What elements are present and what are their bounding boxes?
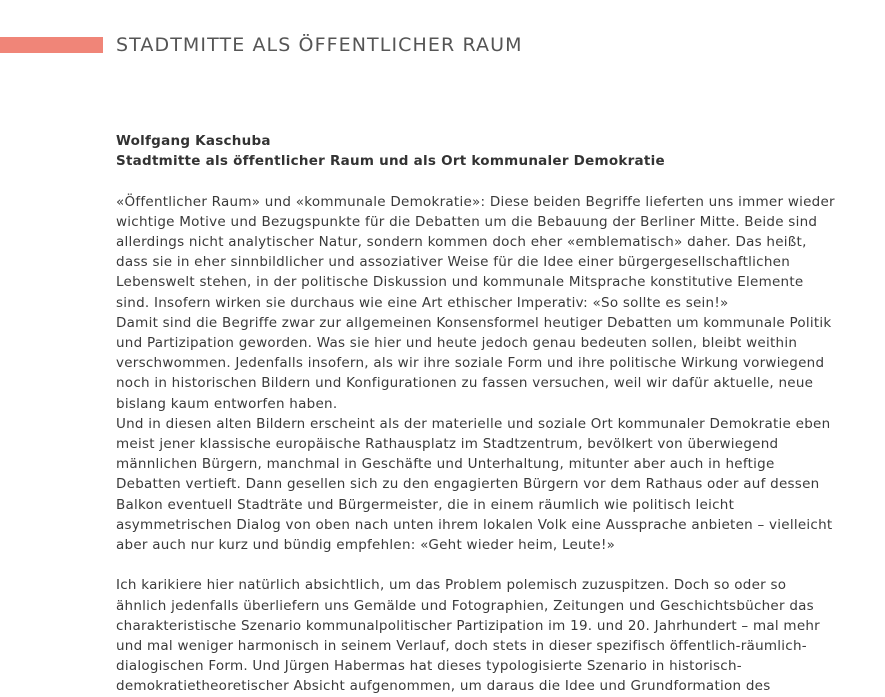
text-line: bislang kaum entworfen haben. xyxy=(116,395,338,412)
text-line: «Öffentlicher Raum» und «kommunale Demokratie»: Diese beiden Begriffe lieferten uns immer wieder xyxy=(116,193,835,210)
text-line: asymmetrischen Dialog von oben nach unten ihrem lokalen Volk eine Aussprache anbieten – vielleicht xyxy=(116,516,833,533)
text-line: dialogischen Form. Und Jürgen Habermas hat dieses typologisierte Szenario in historisch- xyxy=(116,658,742,675)
text-line: sind. Insofern wirken sie durchaus wie eine Art ethischer Imperativ: «So sollte es sein!» xyxy=(116,294,729,311)
text-line: verschwommen. Jedenfalls insofern, als wir ihre soziale Form und ihre politische Wirkung vorwiegend xyxy=(116,355,825,372)
text-line: demokratietheoretischer Absicht aufgenommen, um daraus die Idee und Grundformation des xyxy=(116,678,771,695)
text-line: Ich karikiere hier natürlich absichtlich, um das Problem polemisch zuzuspitzen. Doch so oder so xyxy=(116,577,787,594)
text-line: und mal weniger harmonisch in seinem Verlauf, doch stets in dieser spezifisch öffentlich-räumlich- xyxy=(116,638,807,655)
text-line: Damit sind die Begriffe zwar zur allgemeinen Konsensformel heutiger Debatten um kommunale Politik xyxy=(116,314,832,331)
text-line: Und in diesen alten Bildern erscheint als der materielle und soziale Ort kommunaler Demokratie eben xyxy=(116,415,831,432)
text-line: ähnlich jedenfalls überliefern uns Gemälde und Fotographien, Zeitungen und Geschichtsbücher das xyxy=(116,597,814,614)
article-title: Stadtmitte als öffentlicher Raum und als Ort kommunaler Demokratie xyxy=(116,153,665,170)
paragraph-1 xyxy=(116,192,846,313)
accent-bar xyxy=(0,37,103,53)
text-line: charakteristische Szenario kommunalpolitischer Partizipation im 19. und 20. Jahrhundert – mal mehr xyxy=(116,617,820,634)
text-line: meist jener klassische europäische Rathausplatz im Stadtzentrum, bevölkert von überwiegend xyxy=(116,436,779,453)
text-line: allerdings nicht analytischer Natur, sondern kommen doch eher «emblematisch» daher. Das heißt, xyxy=(116,234,807,250)
text-line: aber auch nur kurz und bündig empfehlen: «Geht wieder heim, Leute!» xyxy=(116,537,616,554)
text-line: männlichen Bürgern, manchmal in Geschäfte und Unterhaltung, mitunter aber auch in heftige xyxy=(116,456,775,473)
article xyxy=(116,131,846,697)
section-title: STADTMITTE ALS ÖFFENTLICHER RAUM xyxy=(116,34,523,56)
text-line: und Partizipation geworden. Was sie hier und heute jedoch genau bedeuten sollen, bleibt weithin xyxy=(116,335,798,352)
article-author: Wolfgang Kaschuba xyxy=(116,133,271,149)
spacer xyxy=(116,171,846,191)
text-line: dass sie in eher sinnbildlicher und assoziativer Weise für die Idee einer bürgergesellschaftlichen xyxy=(116,254,791,271)
paragraph-4 xyxy=(116,575,846,696)
text-line: Balkon eventuell Stadträte und Bürgermeister, die in einem räumlich wie politisch leicht xyxy=(116,496,735,513)
text-line: Lebenswelt stehen, in der politische Diskussion und kommunale Mitsprache konstitutive Elemente xyxy=(116,274,804,291)
text-line: Debatten vertieft. Dann gesellen sich zu den engagierten Bürgern vor dem Rathaus oder auf dessen xyxy=(116,476,820,493)
paragraph-2 xyxy=(116,313,846,414)
text-line: noch in historischen Bildern und Konfigurationen zu fassen versuchen, weil wir dafür aktuelle, neue xyxy=(116,375,814,392)
text-line: wichtige Motive und Bezugspunkte für die Debatten um die Bebauung der Berliner Mitte. Beide sind xyxy=(116,213,818,230)
spacer xyxy=(116,555,846,575)
paragraph-3 xyxy=(116,414,846,555)
